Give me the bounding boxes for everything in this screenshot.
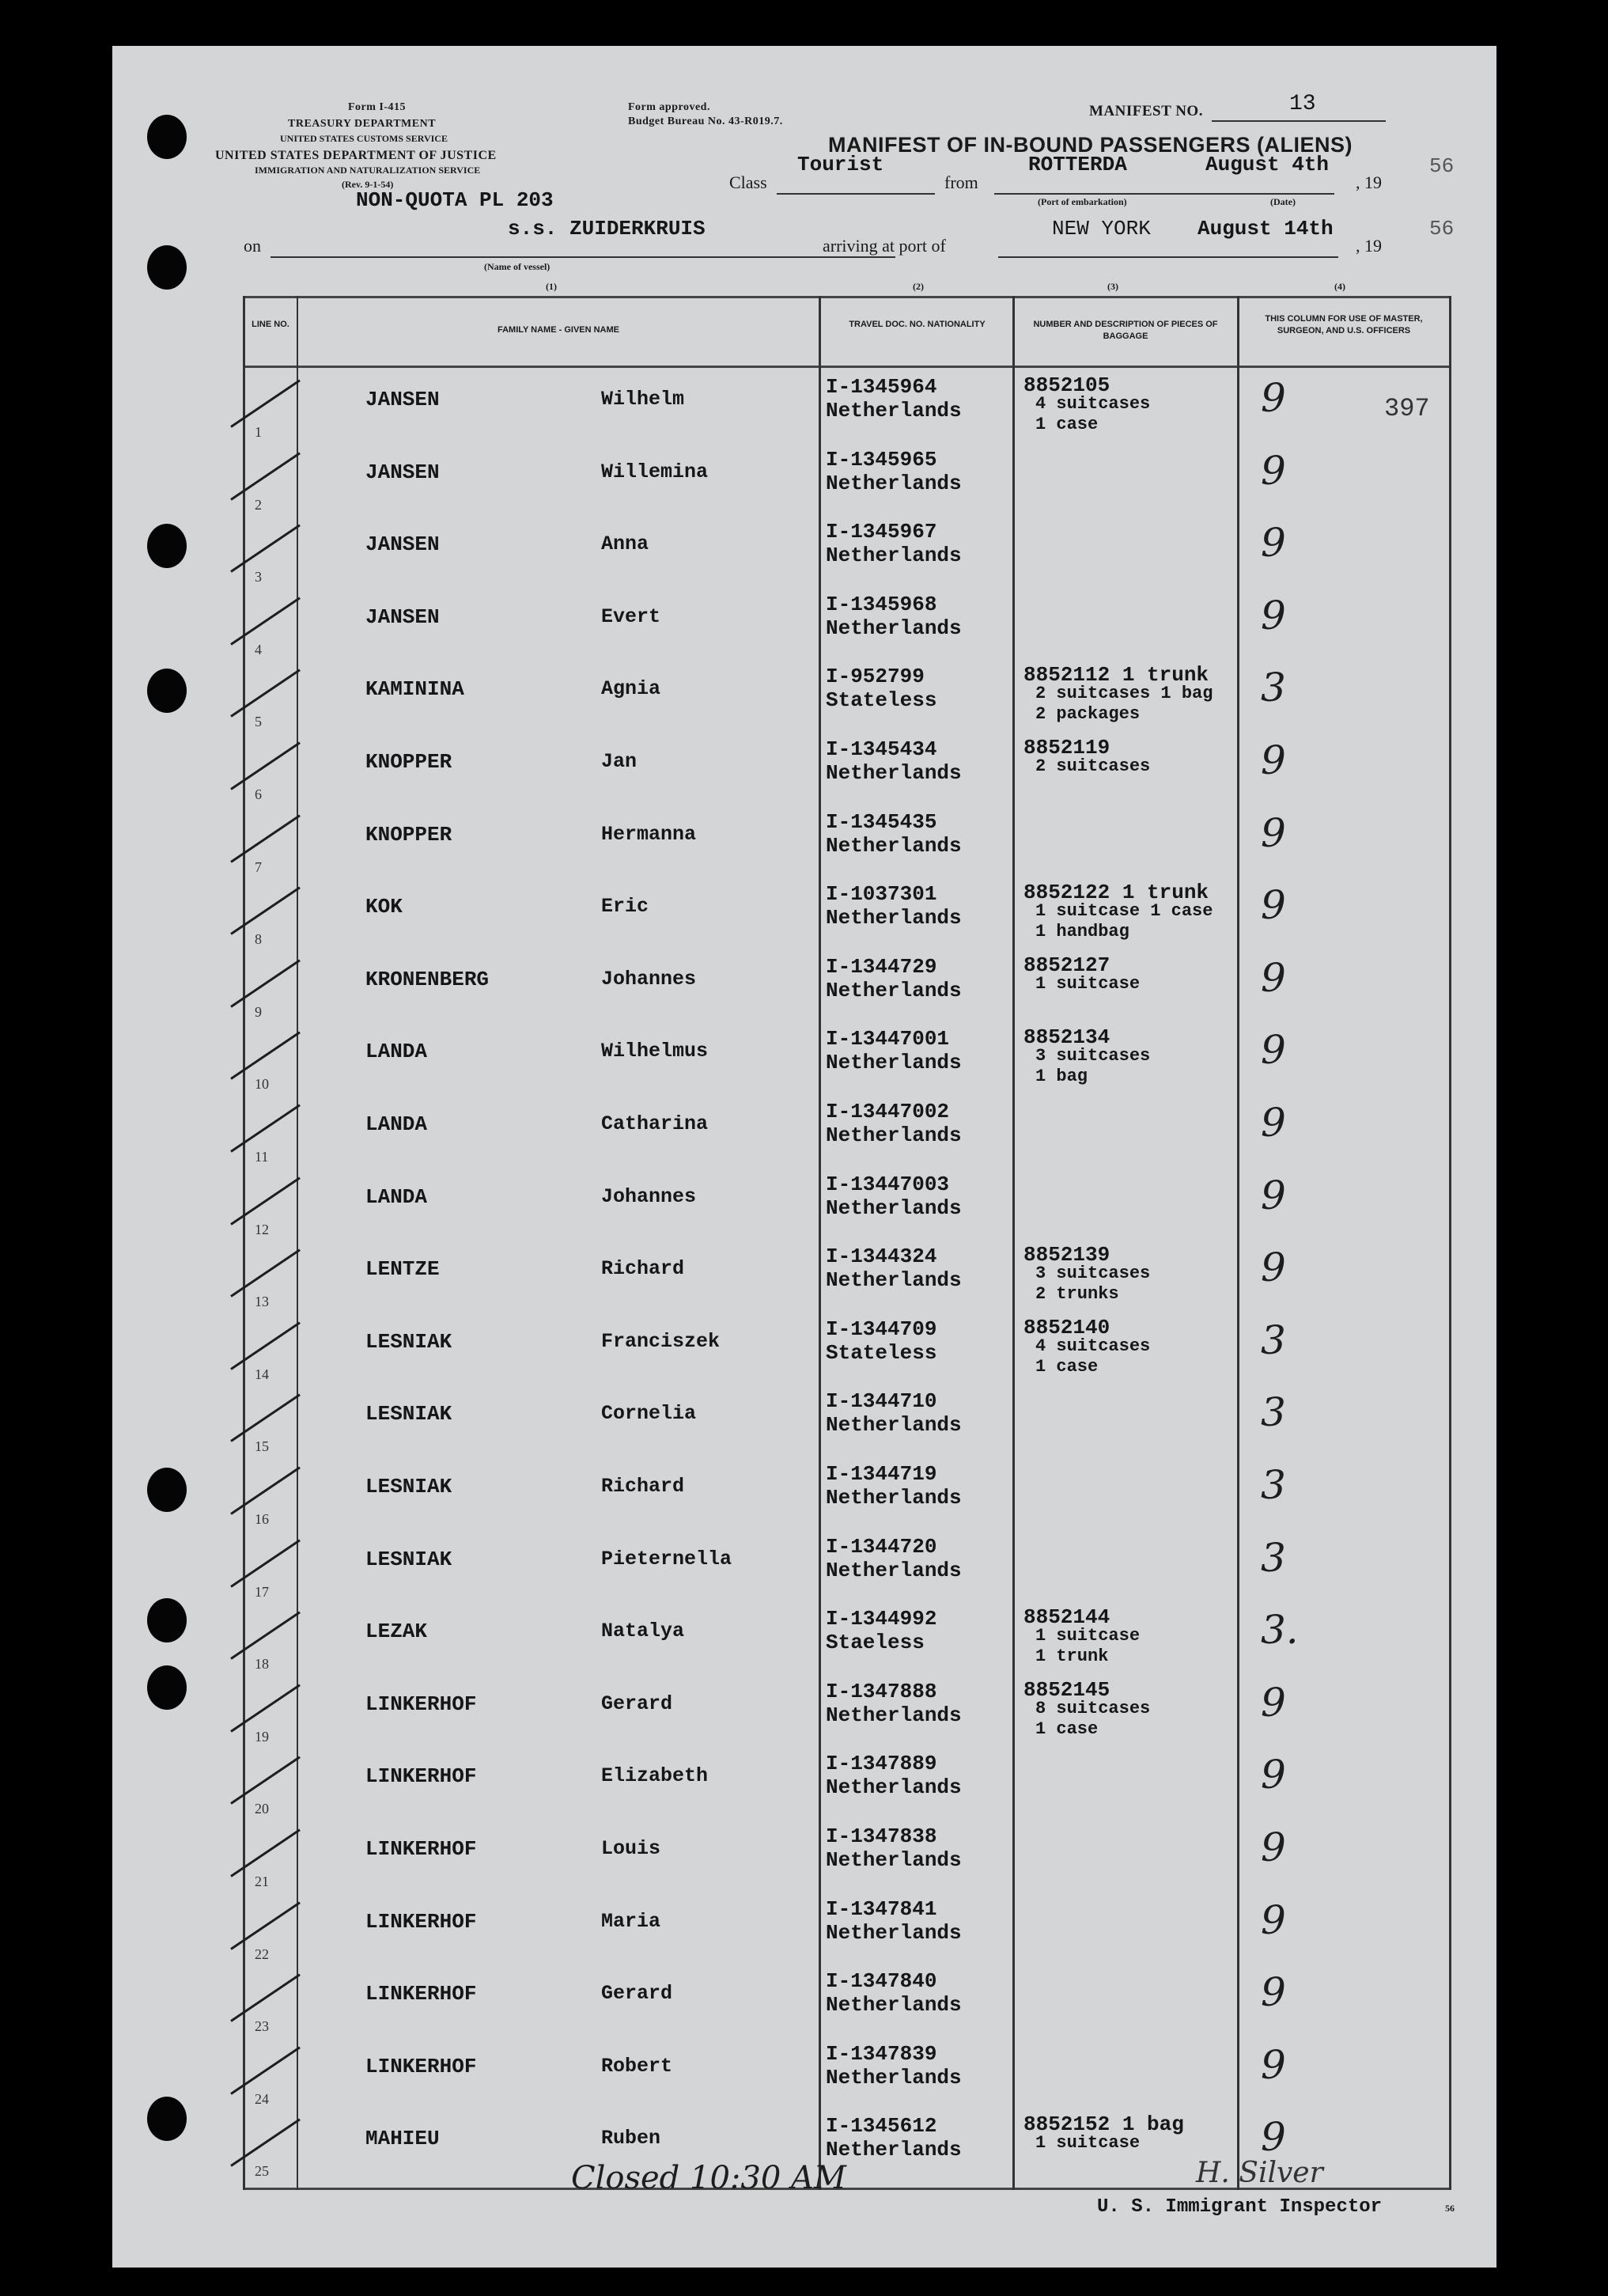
given-name: Anna [601,532,649,556]
nationality: Netherlands [826,1195,962,1220]
officer-mark: 9 [1261,882,1286,929]
travel-doc: I-1347839 [826,2041,937,2066]
line-number: 9 [255,1003,262,1020]
travel-doc: I-1347841 [826,1896,937,1921]
officer-mark: 9 [1261,2114,1286,2161]
tick-mark [230,887,301,935]
tick-mark [230,1467,301,1515]
travel-doc: I-1345612 [826,2114,937,2139]
tick-mark [230,1612,301,1660]
officer-mark: 9 [1261,809,1286,856]
line-number: 8 [255,931,262,948]
travel-doc: I-952799 [826,665,925,689]
line-number: 1 [255,424,262,440]
budget-bureau: Budget Bureau No. 43-R019.7. [628,116,783,127]
ins-service: IMMIGRATION AND NATURALIZATION SERVICE [255,165,481,176]
line-number: 17 [255,1583,269,1600]
officer-mark: 9 [1261,1027,1286,1074]
nationality: Netherlands [826,1848,962,1872]
family-name: JANSEN [365,604,440,629]
form-revision: (Rev. 9-1-54) [342,179,394,190]
line-number: 3 [255,569,262,585]
baggage-line: 8852152 1 bag [1023,2112,1184,2137]
line-number: 23 [255,2018,269,2035]
class-line [777,193,935,195]
officer-mark: 9 [1261,592,1286,638]
baggage-line: 8852140 [1023,1315,1110,1339]
nationality: Netherlands [826,1920,962,1945]
line-number: 11 [255,1149,269,1165]
given-name: Natalya [601,1620,685,1643]
family-name: KNOPPER [365,822,452,847]
manifest-no-label: MANIFEST NO. [1089,103,1203,119]
nationality: Staeless [826,1631,925,1655]
nationality: Netherlands [826,761,962,785]
tick-mark [230,1684,301,1732]
form-number: Form I-415 [348,101,407,113]
baggage-line: 8852105 [1023,373,1110,397]
line-number: 13 [255,1294,269,1310]
nationality: Netherlands [826,906,962,930]
baggage-line: 1 case [1035,1718,1099,1739]
given-name: Richard [601,1475,685,1498]
treasury-dept: TREASURY DEPARTMENT [288,118,437,130]
family-name: LANDA [365,1112,428,1136]
tick-mark [230,1756,301,1805]
family-name: MAHIEU [365,2127,440,2151]
binder-hole [147,115,187,159]
given-name: Cornelia [601,1402,697,1426]
baggage-line: 2 trunks [1035,1284,1119,1305]
tick-mark [230,669,301,718]
tick-mark [230,1249,301,1298]
officer-mark: 3 [1261,1389,1286,1436]
year-prefix-2: , 19 [1356,236,1382,256]
baggage-line: 1 suitcase [1035,2133,1141,2154]
officer-mark: 3. [1261,1607,1299,1654]
family-name: LANDA [365,1184,428,1209]
line-number: 4 [255,641,262,657]
officer-mark: 9 [1261,447,1286,494]
family-name: LINKERHOF [365,2054,477,2078]
line-number: 6 [255,786,262,802]
travel-doc: I-1344729 [826,954,937,979]
officer-mark: 9 [1261,1679,1286,1726]
family-name: LENTZE [365,1257,440,1282]
family-name: LESNIAK [365,1402,452,1426]
travel-doc: I-1345965 [826,447,937,472]
travel-doc: I-1345434 [826,737,937,761]
port-embark-caption: (Port of embarkation) [1038,196,1127,207]
baggage-line: 1 suitcase [1035,1626,1141,1646]
family-name: KAMININA [365,677,464,702]
line-number: 19 [255,1728,269,1745]
port-embarkation: ROTTERDA [1028,153,1127,176]
inspector-signature: H. Silver [1196,2157,1323,2189]
baggage-line: 2 packages [1035,704,1141,725]
baggage-line: 1 suitcase 1 case [1035,901,1213,922]
vessel-line [271,256,895,258]
officer-mark: 9 [1261,954,1286,1001]
manifest-no-value: 13 [1289,92,1316,116]
travel-doc: I-1344710 [826,1389,937,1414]
embark-date: August 4th [1205,153,1330,176]
given-name: Gerard [601,1982,673,2006]
given-name: Agnia [601,677,661,701]
nationality: Netherlands [826,1123,962,1147]
class-label: Class [729,172,767,192]
closed-note: Closed 10:30 AM [571,2160,846,2196]
tick-mark [230,1901,301,1949]
line-number: 20 [255,1801,269,1817]
officer-mark: 9 [1261,2041,1286,2088]
col-officers-header: THIS COLUMN FOR USE OF MASTER, SURGEON, AND U.S. OFFICERS [1265,314,1423,335]
baggage-line: 8852122 1 trunk [1023,881,1209,905]
officer-mark: 3 [1261,665,1286,711]
tick-mark [230,1104,301,1153]
travel-doc: I-1344719 [826,1462,937,1486]
given-name: Johannes [601,1184,697,1208]
given-name: Louis [601,1837,661,1860]
officer-mark: 9 [1261,1245,1286,1291]
baggage-line: 3 suitcases [1035,1264,1151,1284]
officer-mark: 9 [1261,1824,1286,1870]
nationality: Netherlands [826,544,962,568]
line-number: 18 [255,1656,269,1673]
officer-mark: 3 [1261,1534,1286,1581]
given-name: Jan [601,750,638,773]
family-name: LINKERHOF [365,1982,477,2006]
baggage-line: 8852144 [1023,1605,1110,1630]
travel-doc: I-13447003 [826,1172,950,1196]
nationality: Netherlands [826,399,962,422]
nationality: Stateless [826,1340,937,1365]
officer-mark: 9 [1261,1896,1286,1943]
tick-mark [230,814,301,862]
nationality: Netherlands [826,2065,962,2090]
line-number: 7 [255,858,262,875]
travel-doc: I-1345968 [826,592,937,616]
travel-doc: I-1344992 [826,1607,937,1631]
given-name: Wilhelm [601,388,685,411]
officer-mark: 9 [1261,520,1286,566]
given-name: Willemina [601,460,709,483]
travel-doc: I-1345967 [826,520,937,544]
nationality: Netherlands [826,1558,962,1582]
given-name: Johannes [601,967,697,991]
line-number: 16 [255,1511,269,1527]
col2-number: (2) [913,281,924,292]
tick-mark [230,1394,301,1442]
baggage-line: 1 case [1035,415,1099,434]
tick-mark [230,380,301,428]
baggage-line: 3 suitcases [1035,1046,1151,1067]
baggage-line: 8852145 [1023,1677,1110,1702]
year-prefix-1: , 19 [1356,172,1382,192]
nationality: Netherlands [826,616,962,640]
binder-hole [147,1468,187,1512]
nationality: Netherlands [826,471,962,495]
year-1: 56 [1429,154,1455,178]
year-2: 56 [1429,217,1455,241]
justice-dept: UNITED STATES DEPARTMENT OF JUSTICE [215,149,497,162]
side-number: 397 [1384,394,1430,423]
nationality: Netherlands [826,1775,962,1800]
nationality: Netherlands [826,1993,962,2018]
from-line [994,193,1334,195]
given-name: Elizabeth [601,1764,709,1788]
family-name: JANSEN [365,460,440,484]
line-number: 10 [255,1076,269,1093]
travel-doc: I-1344324 [826,1245,937,1269]
quota-text: NON-QUOTA PL 203 [356,188,554,212]
col-name-header: FAMILY NAME - GIVEN NAME [497,325,620,335]
tick-mark [230,1539,301,1587]
family-name: JANSEN [365,388,440,411]
date-caption: (Date) [1270,196,1296,207]
binder-hole [147,245,187,290]
family-name: LINKERHOF [365,1692,477,1716]
arrival-port: NEW YORK [1052,217,1151,241]
family-name: KRONENBERG [365,967,490,991]
travel-doc: I-1344720 [826,1534,937,1559]
officer-mark: 9 [1261,1172,1286,1218]
line-number: 14 [255,1366,269,1382]
given-name: Evert [601,604,661,628]
baggage-line: 1 trunk [1035,1646,1109,1667]
given-name: Pieternella [601,1547,732,1570]
travel-doc: I-1347840 [826,1969,937,1994]
customs-service: UNITED STATES CUSTOMS SERVICE [280,133,448,144]
baggage-line: 4 suitcases [1035,394,1151,414]
binder-hole [147,524,187,568]
travel-doc: I-1344709 [826,1317,937,1341]
manifest-title: MANIFEST OF IN-BOUND PASSENGERS (ALIENS) [828,133,1353,157]
line-number: 12 [255,1221,269,1237]
line-number: 22 [255,1946,269,1962]
arrival-line [998,256,1338,258]
baggage-line: 8 suitcases [1035,1698,1151,1718]
family-name: LINKERHOF [365,1909,477,1934]
line-number: 21 [255,1874,269,1889]
officer-mark: 3 [1261,1317,1286,1363]
binder-hole [147,2097,187,2141]
line-number: 15 [255,1438,269,1455]
baggage-line: 1 case [1035,1356,1099,1377]
given-name: Richard [601,1257,685,1281]
given-name: Gerard [601,1692,673,1715]
travel-doc: I-1347838 [826,1824,937,1848]
line-number: 5 [255,714,262,730]
arrival-date: August 14th [1197,217,1334,241]
binder-hole [147,1665,187,1710]
officer-mark: 9 [1261,1100,1286,1146]
tick-mark [230,2046,301,2094]
baggage-line: 1 handbag [1035,922,1129,942]
tick-mark [230,959,301,1007]
travel-doc: I-1037301 [826,882,937,907]
officer-mark: 9 [1261,1752,1286,1798]
family-name: LINKERHOF [365,1764,477,1789]
manifest-page [112,46,1496,2268]
nationality: Netherlands [826,1051,962,1075]
col3-number: (3) [1107,281,1118,292]
line-number: 25 [255,2163,269,2180]
family-name: LINKERHOF [365,1837,477,1861]
baggage-line: 2 suitcases 1 bag [1035,684,1213,704]
class-value: Tourist [797,153,884,176]
nationality: Netherlands [826,2138,962,2162]
baggage-line: 8852112 1 trunk [1023,663,1209,688]
nationality: Netherlands [826,1413,962,1438]
family-name: KNOPPER [365,750,452,774]
baggage-line: 8852127 [1023,953,1110,977]
given-name: Wilhelmus [601,1040,709,1063]
inspector-title: U. S. Immigrant Inspector [1097,2196,1383,2218]
officer-mark: 9 [1261,375,1286,421]
given-name: Eric [601,895,649,919]
given-name: Hermanna [601,822,697,846]
baggage-line: 8852119 [1023,736,1110,760]
on-label: on [244,236,261,256]
nationality: Stateless [826,688,937,713]
tick-mark [230,452,301,500]
vessel-caption: (Name of vessel) [484,261,551,272]
travel-doc: I-1345435 [826,809,937,834]
manifest-no-line [1212,120,1386,122]
given-name: Catharina [601,1112,709,1135]
col-line-header: LINE NO. [252,320,289,329]
family-name: LESNIAK [365,1547,452,1571]
inspector-suffix: 56 [1445,2203,1455,2214]
family-name: LEZAK [365,1620,428,1644]
travel-doc: I-1345964 [826,375,937,399]
travel-doc: I-1347889 [826,1752,937,1776]
family-name: KOK [365,895,403,919]
col-travel-header: TRAVEL DOC. NO. NATIONALITY [849,320,986,329]
nationality: Netherlands [826,1486,962,1510]
travel-doc: I-1347888 [826,1679,937,1703]
given-name: Franciszek [601,1329,721,1353]
col4-number: (4) [1334,281,1345,292]
baggage-line: 8852139 [1023,1243,1110,1267]
vessel-name: s.s. ZUIDERKRUIS [508,217,706,241]
travel-doc: I-13447001 [826,1027,950,1051]
baggage-line: 4 suitcases [1035,1336,1151,1356]
family-name: LESNIAK [365,1475,452,1498]
nationality: Netherlands [826,1268,962,1293]
given-name: Maria [601,1909,661,1933]
given-name: Ruben [601,2127,661,2150]
from-label: from [944,172,978,192]
tick-mark [230,1829,301,1877]
given-name: Robert [601,2054,673,2078]
travel-doc: I-13447002 [826,1100,950,1123]
arriving-label: arriving at port of [823,236,946,256]
binder-hole [147,669,187,713]
officer-mark: 9 [1261,737,1286,783]
binder-hole [147,1598,187,1642]
family-name: LANDA [365,1040,428,1064]
tick-mark [230,2119,301,2167]
baggage-line: 2 suitcases [1035,756,1151,776]
line-number: 24 [255,2090,269,2107]
officer-mark: 9 [1261,1969,1286,2016]
officer-mark: 3 [1261,1462,1286,1508]
tick-mark [230,525,301,573]
tick-mark [230,1974,301,2022]
col1-number: (1) [546,281,557,292]
nationality: Netherlands [826,833,962,858]
baggage-line: 1 bag [1035,1067,1088,1087]
tick-mark [230,1321,301,1370]
baggage-line: 8852134 [1023,1025,1110,1050]
tick-mark [230,742,301,790]
line-number: 2 [255,496,262,513]
form-approved: Form approved. [628,101,710,113]
col-baggage-header: NUMBER AND DESCRIPTION OF PIECES OF BAGGAGE [1033,320,1218,341]
family-name: JANSEN [365,532,440,557]
family-name: LESNIAK [365,1329,452,1354]
tick-mark [230,1032,301,1080]
nationality: Netherlands [826,978,962,1002]
tick-mark [230,597,301,645]
baggage-line: 1 suitcase [1035,973,1141,994]
nationality: Netherlands [826,1703,962,1727]
tick-mark [230,1176,301,1225]
